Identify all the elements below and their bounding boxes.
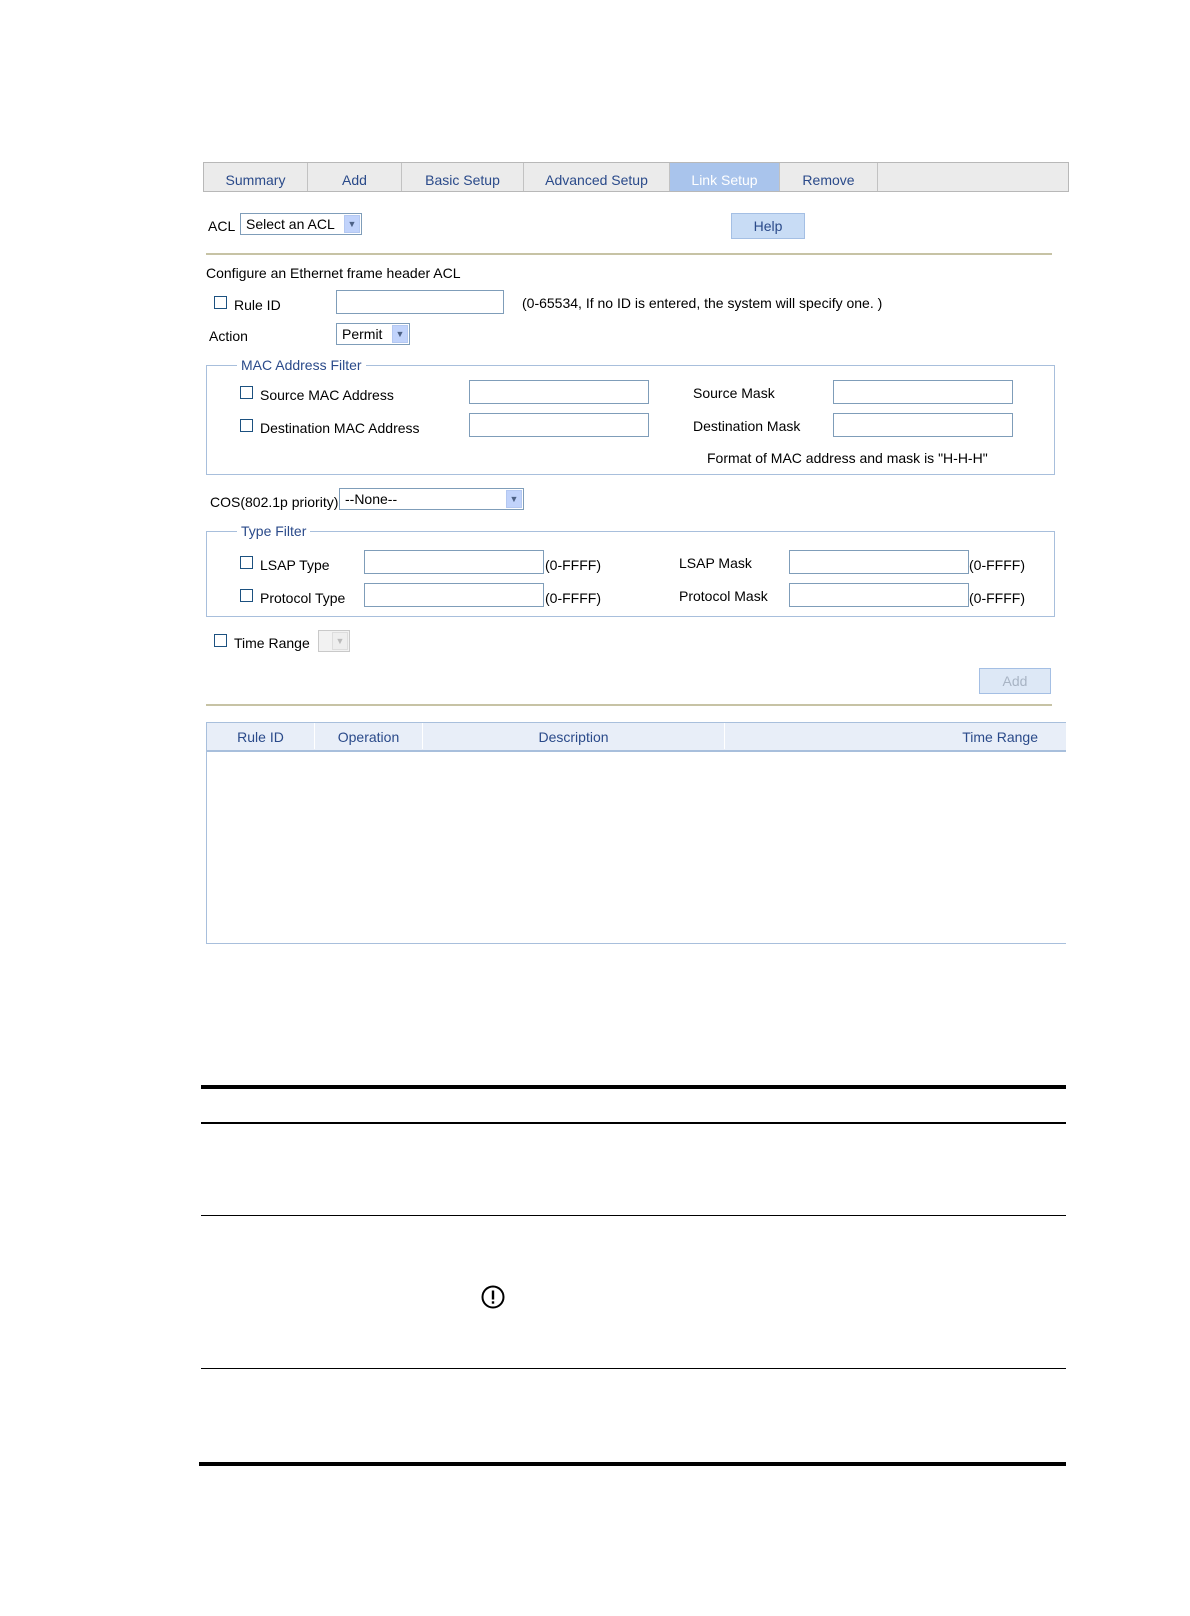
help-button[interactable]: Help	[731, 213, 805, 239]
column-header-description[interactable]: Description	[423, 723, 725, 749]
protocol-type-label: Protocol Type	[260, 590, 346, 606]
acl-select[interactable]	[240, 213, 362, 235]
time-range-checkbox[interactable]	[214, 634, 227, 647]
action-select-value: Permit	[342, 326, 383, 342]
rules-table	[206, 722, 1066, 944]
lsap-mask-label: LSAP Mask	[679, 555, 752, 571]
dest-mac-input[interactable]	[469, 413, 649, 437]
dest-mac-label: Destination MAC Address	[260, 420, 420, 436]
chevron-down-icon: ▼	[344, 215, 360, 233]
mac-filter-legend: MAC Address Filter	[237, 356, 366, 374]
lsap-type-range: (0-FFFF)	[545, 557, 601, 573]
action-label: Action	[209, 328, 248, 344]
dest-mask-input[interactable]	[833, 413, 1013, 437]
table-bottom-rule	[199, 1462, 1066, 1466]
tab-basic-setup[interactable]: Basic Setup	[402, 163, 524, 191]
dest-mask-label: Destination Mask	[693, 418, 801, 434]
rule-id-checkbox[interactable]	[214, 296, 227, 309]
exclamation-circle-icon	[481, 1285, 505, 1309]
source-mask-input[interactable]	[833, 380, 1013, 404]
protocol-type-range: (0-FFFF)	[545, 590, 601, 606]
lsap-type-label: LSAP Type	[260, 557, 330, 573]
section-title: Configure an Ethernet frame header ACL	[206, 265, 461, 281]
tab-remove[interactable]: Remove	[780, 163, 878, 191]
mac-format-note: Format of MAC address and mask is "H-H-H"	[707, 450, 988, 466]
chevron-down-icon: ▼	[506, 490, 522, 508]
protocol-mask-input[interactable]	[789, 583, 969, 607]
protocol-mask-range: (0-FFFF)	[969, 590, 1025, 606]
source-mac-label: Source MAC Address	[260, 387, 394, 403]
table-top-rule	[201, 1085, 1066, 1089]
acl-label: ACL	[208, 218, 236, 234]
protocol-mask-label: Protocol Mask	[679, 588, 768, 604]
column-header-rule-id[interactable]: Rule ID	[207, 723, 315, 749]
acl-select-value: Select an ACL	[246, 216, 335, 232]
rule-id-hint: (0-65534, If no ID is entered, the system will specify one. )	[522, 295, 883, 311]
divider	[206, 253, 1052, 255]
time-range-select[interactable]	[318, 630, 350, 652]
chevron-down-icon: ▼	[392, 325, 408, 343]
lsap-mask-input[interactable]	[789, 550, 969, 574]
table-row-divider	[201, 1368, 1066, 1369]
source-mac-checkbox[interactable]	[240, 386, 253, 399]
dest-mac-checkbox[interactable]	[240, 419, 253, 432]
table-row-divider	[201, 1215, 1066, 1216]
rule-id-label: Rule ID	[234, 297, 281, 313]
lsap-mask-range: (0-FFFF)	[969, 557, 1025, 573]
time-range-label: Time Range	[234, 635, 310, 651]
protocol-type-input[interactable]	[364, 583, 544, 607]
chevron-down-icon: ▼	[332, 632, 348, 650]
lsap-type-input[interactable]	[364, 550, 544, 574]
add-rule-button[interactable]: Add	[979, 668, 1051, 694]
table-header-rule	[201, 1122, 1066, 1124]
source-mac-input[interactable]	[469, 380, 649, 404]
column-header-time-range[interactable]: Time Range	[962, 729, 1038, 745]
type-filter-legend: Type Filter	[237, 522, 310, 540]
lsap-type-checkbox[interactable]	[240, 556, 253, 569]
divider	[206, 704, 1052, 706]
cos-label: COS(802.1p priority)	[210, 494, 339, 510]
tab-link-setup[interactable]: Link Setup	[670, 163, 780, 191]
tab-advanced-setup[interactable]: Advanced Setup	[524, 163, 670, 191]
tab-bar	[203, 162, 1069, 192]
cos-select-value: --None--	[345, 491, 398, 507]
column-header-operation[interactable]: Operation	[315, 723, 423, 749]
rule-id-input[interactable]	[336, 290, 504, 314]
tab-add[interactable]: Add	[308, 163, 402, 191]
protocol-type-checkbox[interactable]	[240, 589, 253, 602]
rules-table-header	[207, 723, 1066, 752]
cos-select[interactable]	[339, 488, 524, 510]
source-mask-label: Source Mask	[693, 385, 775, 401]
tab-summary[interactable]: Summary	[204, 163, 308, 191]
action-select[interactable]	[336, 323, 410, 345]
